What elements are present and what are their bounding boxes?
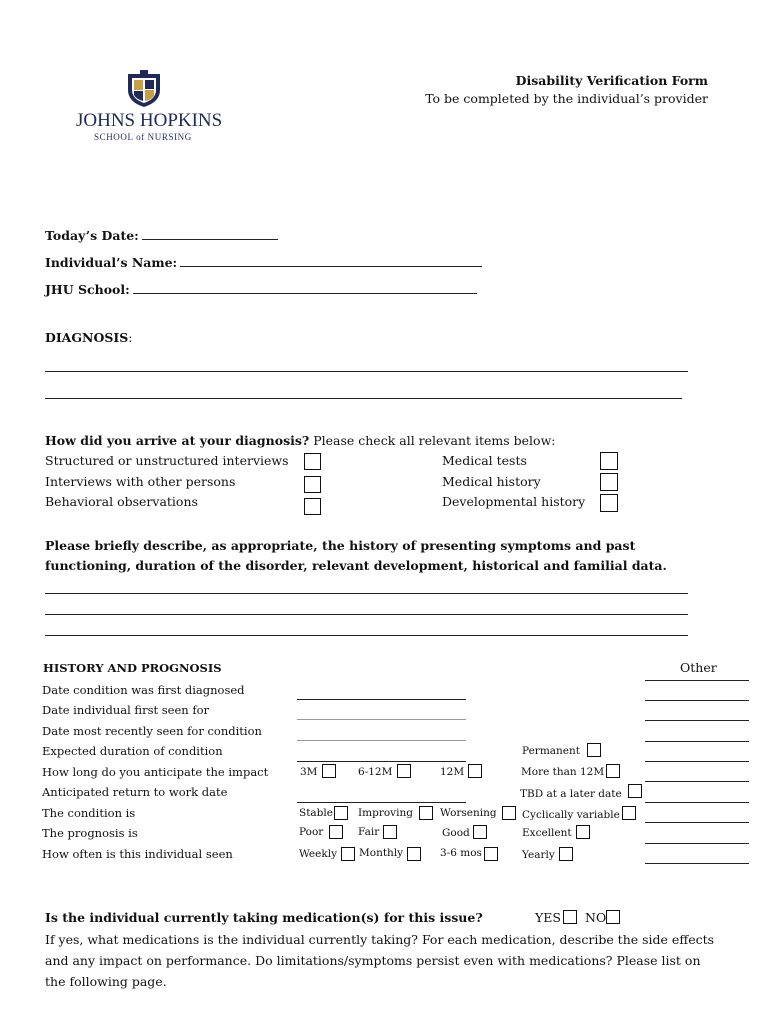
- checkbox-behavioral[interactable]: [304, 498, 321, 515]
- logo-wordmark: JOHNS HOPKINS: [76, 110, 223, 131]
- other-line[interactable]: [645, 700, 749, 701]
- permanent-label: Permanent: [522, 745, 581, 757]
- todays-date-field[interactable]: [45, 228, 278, 243]
- form-title: Disability Verification Form: [515, 73, 708, 88]
- checkbox-other-persons[interactable]: [304, 476, 321, 493]
- frequency-yearly-label: Yearly: [522, 849, 555, 861]
- other-line[interactable]: [645, 741, 749, 742]
- method-item-other-persons: Interviews with other persons: [45, 474, 236, 489]
- prognosis-row-label: Anticipated return to work date: [42, 785, 228, 799]
- checkbox-impact-more-12m[interactable]: [606, 764, 620, 778]
- frequency-3-6-mos-label: 3-6 mos: [440, 847, 482, 859]
- prognosis-row-label: Expected duration of condition: [42, 744, 223, 758]
- impact-6-12m-label: 6-12M: [358, 766, 393, 778]
- prognosis-row-label: The prognosis is: [42, 826, 138, 840]
- tbd-label: TBD at a later date: [520, 788, 622, 800]
- shield-icon: [126, 70, 162, 108]
- checkbox-3-6-mos[interactable]: [484, 847, 498, 861]
- expected-duration-line[interactable]: [297, 761, 466, 762]
- checkbox-good[interactable]: [473, 825, 487, 839]
- checkbox-medication-no[interactable]: [606, 910, 620, 924]
- other-line[interactable]: [645, 863, 749, 864]
- prognosis-excellent-label: Excellent: [522, 827, 572, 839]
- prognosis-row-label: How often is this individual seen: [42, 847, 233, 861]
- checkbox-stable[interactable]: [334, 806, 348, 820]
- frequency-weekly-label: Weekly: [299, 848, 338, 860]
- method-item-medical-tests: Medical tests: [442, 453, 527, 468]
- other-line[interactable]: [645, 680, 749, 681]
- diagnosis-line-2[interactable]: [45, 398, 682, 399]
- diagnosis-line-1[interactable]: [45, 371, 688, 372]
- medication-yes-label: YES: [535, 910, 561, 925]
- other-column-label: Other: [680, 660, 717, 675]
- checkbox-tbd[interactable]: [628, 784, 642, 798]
- checkbox-impact-12m[interactable]: [468, 764, 482, 778]
- history-line-2[interactable]: [45, 614, 688, 615]
- other-line[interactable]: [645, 761, 749, 762]
- condition-improving-label: Improving: [358, 807, 413, 819]
- other-line[interactable]: [645, 822, 749, 823]
- method-item-interviews: Structured or unstructured interviews: [45, 453, 289, 468]
- condition-cyclical-label: Cyclically variable: [522, 809, 620, 821]
- prognosis-row-label: The condition is: [42, 806, 136, 820]
- medication-instructions-line-2: and any impact on performance. Do limitations/symptoms persist even with medications? Please list on: [45, 953, 701, 968]
- checkbox-improving[interactable]: [419, 806, 433, 820]
- history-line-3[interactable]: [45, 635, 688, 636]
- todays-date-label: Today’s Date:: [45, 228, 139, 243]
- history-line-1[interactable]: [45, 593, 688, 594]
- prognosis-row-label: Date condition was first diagnosed: [42, 683, 245, 697]
- checkbox-worsening[interactable]: [502, 806, 516, 820]
- diagnosis-label: DIAGNOSIS:: [45, 330, 133, 345]
- checkbox-medication-yes[interactable]: [563, 910, 577, 924]
- medication-question: Is the individual currently taking medication(s) for this issue?: [45, 910, 483, 925]
- other-line[interactable]: [645, 781, 749, 782]
- history-prompt-line-2: functioning, duration of the disorder, relevant development, historical and familial data.: [45, 558, 667, 573]
- logo-subline: SCHOOL of NURSING: [94, 132, 192, 142]
- prognosis-row-label: Date individual first seen for: [42, 703, 210, 717]
- method-item-medical-history: Medical history: [442, 474, 541, 489]
- method-item-developmental: Developmental history: [442, 494, 586, 509]
- impact-3m-label: 3M: [300, 766, 318, 778]
- prognosis-heading: HISTORY AND PROGNOSIS: [43, 661, 222, 675]
- medication-instructions-line-3: the following page.: [45, 974, 167, 989]
- checkbox-yearly[interactable]: [559, 847, 573, 861]
- recently-seen-line[interactable]: [297, 740, 466, 741]
- frequency-monthly-label: Monthly: [359, 847, 404, 859]
- individual-name-field[interactable]: [45, 255, 482, 270]
- checkbox-monthly[interactable]: [407, 847, 421, 861]
- history-prompt-line-1: Please briefly describe, as appropriate, the history of presenting symptoms and past: [45, 538, 636, 553]
- prognosis-row-label: How long do you anticipate the impact: [42, 765, 269, 779]
- checkbox-medical-history[interactable]: [600, 473, 618, 491]
- checkbox-medical-tests[interactable]: [600, 452, 618, 470]
- medication-instructions-line-1: If yes, what medications is the individual currently taking? For each medication, describe the side effects: [45, 932, 715, 947]
- condition-stable-label: Stable: [299, 807, 333, 819]
- jhu-logo: [72, 70, 222, 150]
- condition-worsening-label: Worsening: [440, 807, 497, 819]
- diagnosis-method-question: How did you arrive at your diagnosis? Please check all relevant items below:: [45, 433, 556, 448]
- other-line[interactable]: [645, 843, 749, 844]
- return-to-work-line[interactable]: [297, 802, 466, 803]
- individual-name-label: Individual’s Name:: [45, 255, 178, 270]
- prognosis-good-label: Good: [442, 827, 470, 839]
- checkbox-fair[interactable]: [383, 825, 397, 839]
- checkbox-cyclical[interactable]: [622, 806, 636, 820]
- prognosis-fair-label: Fair: [358, 826, 380, 838]
- checkbox-interviews[interactable]: [304, 453, 321, 470]
- other-line[interactable]: [645, 720, 749, 721]
- checkbox-weekly[interactable]: [341, 847, 355, 861]
- checkbox-impact-6-12m[interactable]: [397, 764, 411, 778]
- checkbox-excellent[interactable]: [576, 825, 590, 839]
- other-line[interactable]: [645, 802, 749, 803]
- prognosis-poor-label: Poor: [299, 826, 324, 838]
- medication-no-label: NO: [585, 910, 607, 925]
- first-seen-line[interactable]: [297, 719, 466, 720]
- checkbox-poor[interactable]: [329, 825, 343, 839]
- jhu-school-field[interactable]: [45, 282, 477, 297]
- checkbox-permanent[interactable]: [587, 743, 601, 757]
- checkbox-developmental[interactable]: [600, 494, 618, 512]
- impact-12m-label: 12M: [440, 766, 465, 778]
- first-diagnosed-line[interactable]: [297, 699, 466, 700]
- checkbox-impact-3m[interactable]: [322, 764, 336, 778]
- jhu-school-label: JHU School:: [45, 282, 130, 297]
- impact-more-12m-label: More than 12M: [521, 766, 605, 778]
- prognosis-row-label: Date most recently seen for condition: [42, 724, 262, 738]
- form-subtitle: To be completed by the individual’s provider: [425, 91, 708, 106]
- method-item-behavioral: Behavioral observations: [45, 494, 198, 509]
